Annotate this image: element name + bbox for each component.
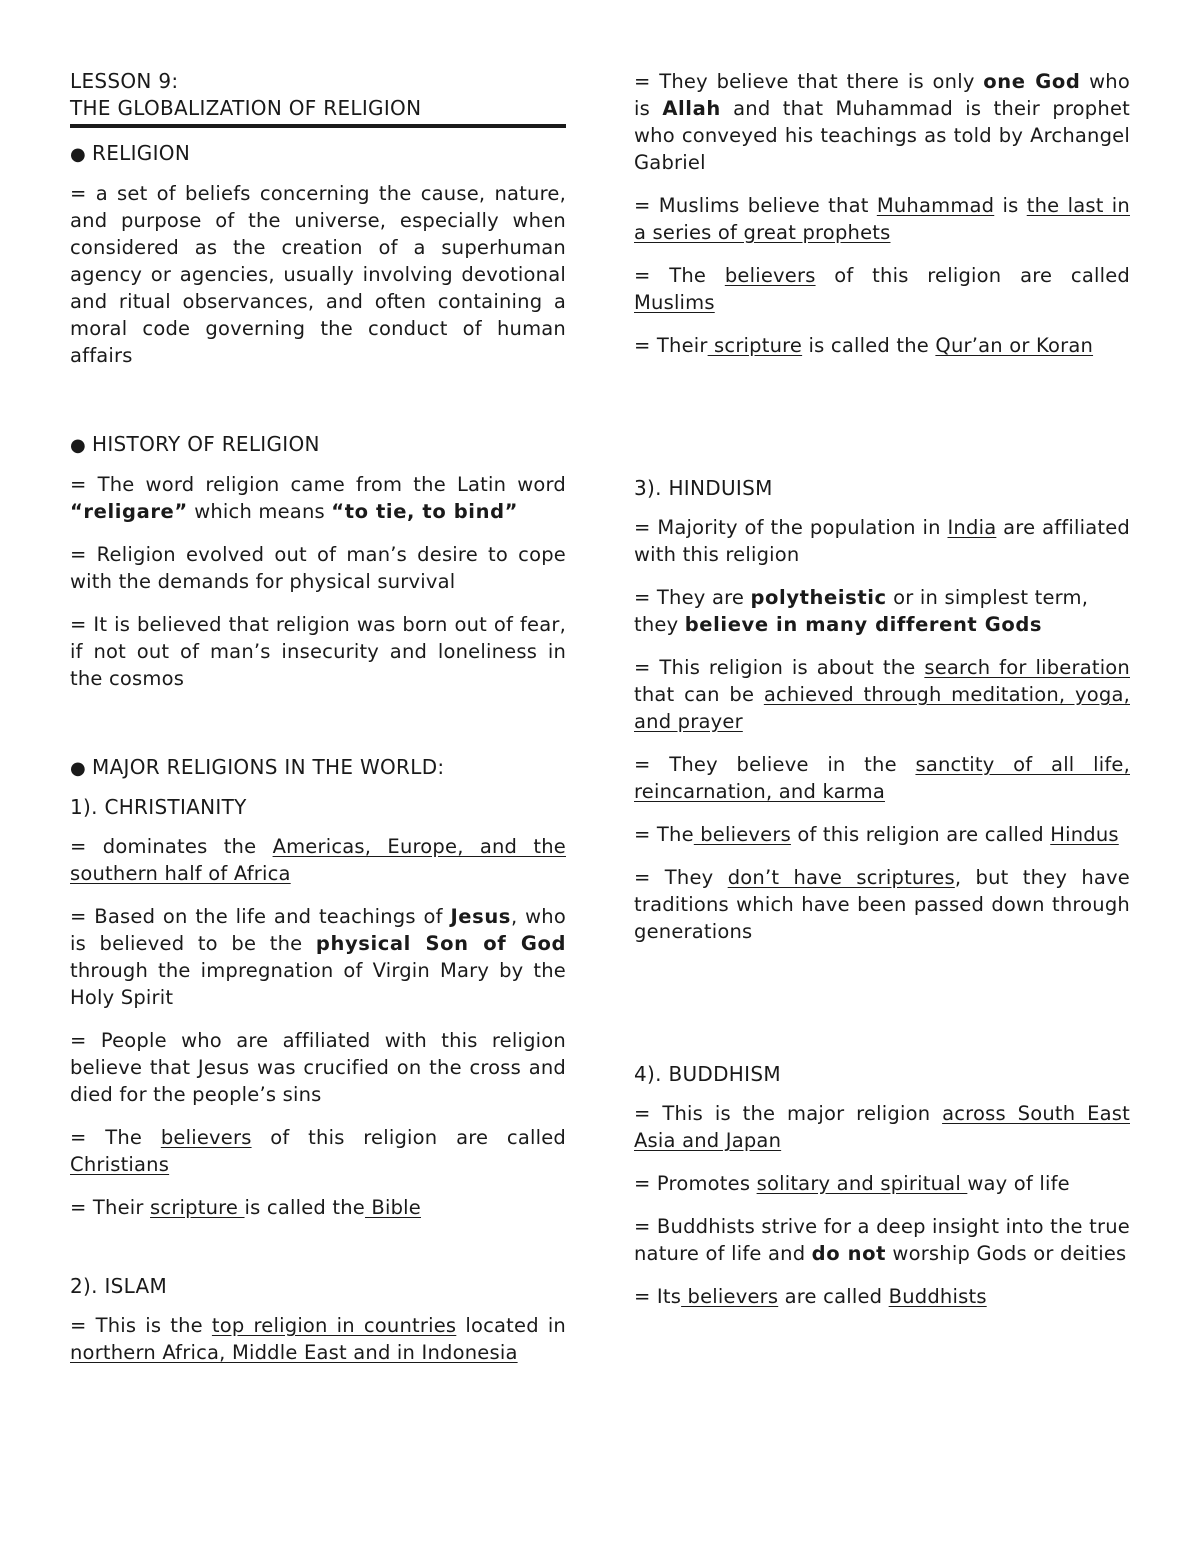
history-paragraph-2: = Religion evolved out of man’s desire to cope with the demands for physical survival bbox=[70, 543, 566, 593]
bullet-icon: ● bbox=[70, 144, 87, 165]
buddhism-paragraph-3: = Buddhists strive for a deep insight into the true nature of life and do not worship Gods or deities bbox=[634, 1215, 1130, 1265]
christianity-paragraph-5: = Their scripture is called the Bible bbox=[70, 1196, 421, 1219]
christianity-paragraph-1: = dominates the Americas, Europe, and the southern half of Africa bbox=[70, 835, 566, 885]
hinduism-paragraph-2: = They are polytheistic or in simplest term, they believe in many different Gods bbox=[634, 586, 1089, 636]
history-paragraph-3: = It is believed that religion was born out of fear, if not out of man’s insecurity and loneliness in the cosmos bbox=[70, 613, 566, 690]
hinduism-paragraph-6: = They don’t have scriptures, but they have traditions which have been passed down through generations bbox=[634, 866, 1130, 943]
islam-paragraph-5: = Their scripture is called the Qur’an or Koran bbox=[634, 334, 1094, 357]
christianity-paragraph-4: = The believers of this religion are called Christians bbox=[70, 1126, 566, 1176]
buddhism-paragraph-2: = Promotes solitary and spiritual way of life bbox=[634, 1172, 1070, 1195]
lesson-title: THE GLOBALIZATION OF RELIGION bbox=[70, 96, 422, 120]
left-column bbox=[70, 68, 566, 1382]
hinduism-heading: 3). HINDUISM bbox=[634, 476, 773, 500]
islam-heading: 2). ISLAM bbox=[70, 1274, 168, 1298]
christianity-heading: 1). CHRISTIANITY bbox=[70, 795, 247, 819]
history-paragraph-1: = The word religion came from the Latin word “religare” which means “to tie, to bind” bbox=[70, 473, 566, 523]
section-heading-religion: ● RELIGION bbox=[70, 141, 191, 165]
islam-paragraph-2: = They believe that there is only one God who is Allah and that Muhammad is their prophet who conveyed his teachings as told by Archangel Gabriel bbox=[634, 70, 1131, 174]
section-heading-history: ● HISTORY OF RELIGION bbox=[70, 432, 320, 456]
christianity-paragraph-2: = Based on the life and teachings of Jesus, who is believed to be the physical Son of God through the impregnation of Virgin Mary by the Holy Spirit bbox=[70, 905, 566, 1009]
hinduism-paragraph-3: = This religion is about the search for liberation that can be achieved through meditation, yoga, and prayer bbox=[634, 656, 1130, 733]
section-heading-major-religions: ● MAJOR RELIGIONS IN THE WORLD: bbox=[70, 755, 445, 779]
hinduism-paragraph-4: = They believe in the sanctity of all life, reincarnation, and karma bbox=[634, 753, 1130, 803]
religion-definition: = a set of beliefs concerning the cause, nature, and purpose of the universe, especially when considered as the creation of a superhuman agency or agencies, usually involving devotional and ritual observances, and often containing a moral code governing the conduct of human affairs bbox=[70, 182, 566, 367]
buddhism-heading: 4). BUDDHISM bbox=[634, 1062, 781, 1086]
lesson-title-block bbox=[70, 68, 566, 128]
lesson-number: LESSON 9: bbox=[70, 69, 179, 93]
islam-paragraph-1: = This is the top religion in countries located in northern Africa, Middle East and in Indonesia bbox=[70, 1314, 566, 1364]
hinduism-paragraph-1: = Majority of the population in India are affiliated with this religion bbox=[634, 516, 1130, 566]
buddhism-paragraph-4: = Its believers are called Buddhists bbox=[634, 1285, 987, 1308]
right-column bbox=[634, 68, 1130, 1326]
bullet-icon: ● bbox=[70, 435, 87, 456]
buddhism-paragraph-1: = This is the major religion across South East Asia and Japan bbox=[634, 1102, 1130, 1152]
bullet-icon: ● bbox=[70, 758, 87, 779]
christianity-paragraph-3: = People who are affiliated with this religion believe that Jesus was crucified on the cross and died for the people’s sins bbox=[70, 1029, 566, 1106]
islam-paragraph-3: = Muslims believe that Muhammad is the last in a series of great prophets bbox=[634, 194, 1130, 244]
islam-paragraph-4: = The believers of this religion are called Muslims bbox=[634, 264, 1130, 314]
hinduism-paragraph-5: = The believers of this religion are called Hindus bbox=[634, 823, 1119, 846]
